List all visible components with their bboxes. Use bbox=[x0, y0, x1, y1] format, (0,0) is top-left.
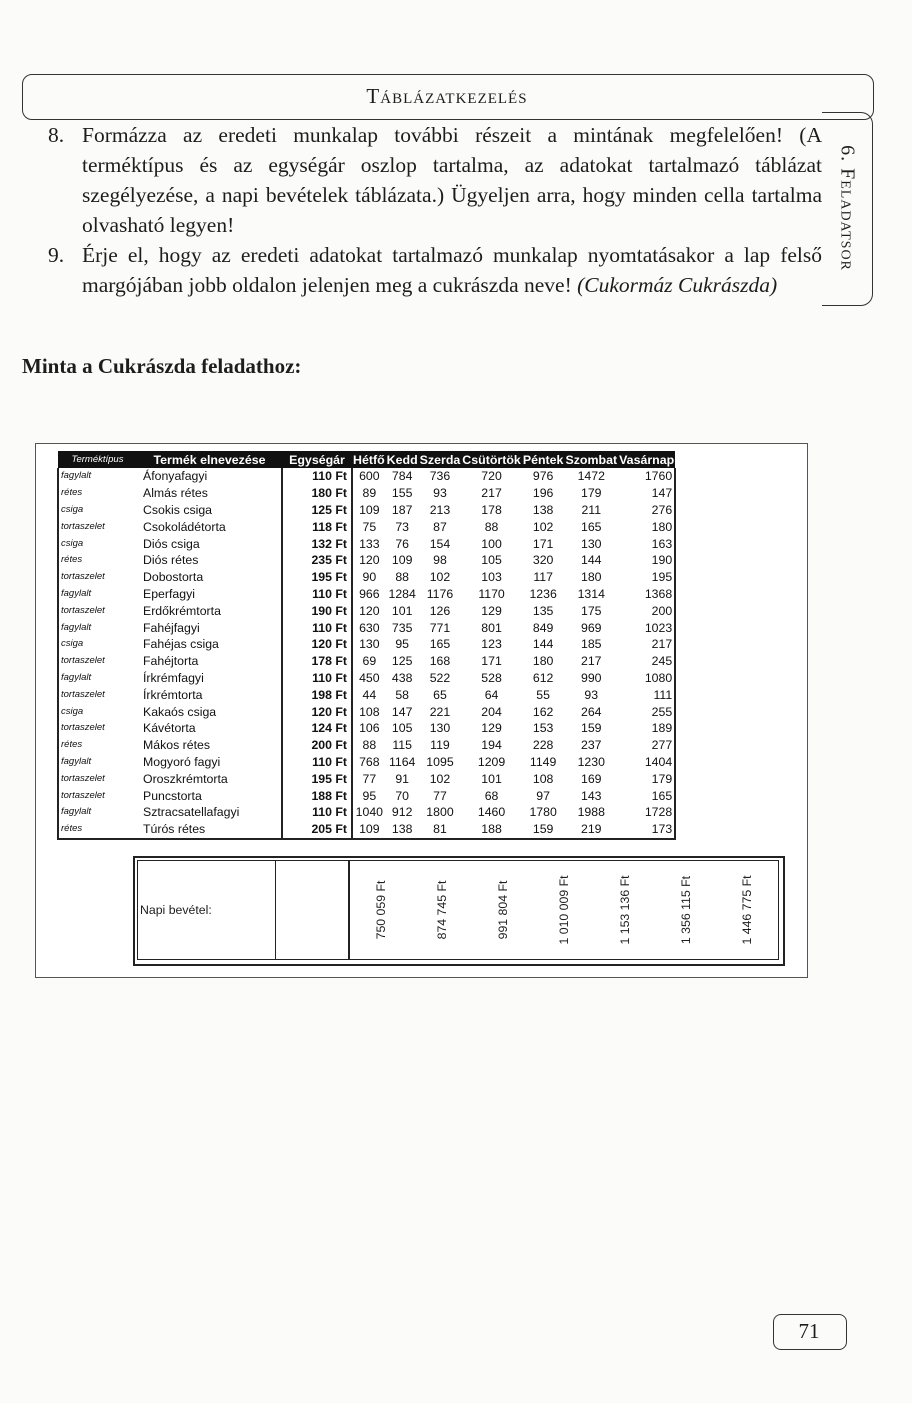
sales-cell: 990 bbox=[581, 670, 602, 685]
sales-cell: 175 bbox=[581, 603, 602, 618]
sales-cell: 178 bbox=[481, 502, 502, 517]
sales-cell: 245 bbox=[618, 653, 675, 670]
sales-cell: 179 bbox=[618, 770, 675, 787]
sales-cell: 108 bbox=[359, 704, 380, 719]
table-row bbox=[58, 636, 675, 653]
product-name-cell: Mogyoró fagyi bbox=[143, 754, 221, 769]
product-type-cell: csiga bbox=[58, 636, 137, 653]
chapter-title: Táblázatkezelés bbox=[366, 84, 528, 108]
table-row bbox=[58, 787, 675, 804]
sales-cell: 165 bbox=[618, 787, 675, 804]
sales-cell: 1230 bbox=[577, 754, 605, 769]
sales-cell: 217 bbox=[618, 636, 675, 653]
sales-cell: 75 bbox=[362, 519, 377, 534]
unit-price-cell: 190 Ft bbox=[282, 602, 352, 619]
sales-cell: 102 bbox=[532, 519, 554, 534]
sales-cell: 736 bbox=[429, 469, 451, 484]
sales-cell: 95 bbox=[362, 788, 377, 803]
unit-price-cell: 120 Ft bbox=[282, 636, 352, 653]
sales-cell: 1080 bbox=[618, 670, 675, 687]
sales-cell: 88 bbox=[362, 738, 377, 753]
daily-revenue-value: 1 153 136 Ft bbox=[617, 875, 632, 945]
daily-revenue-value: 750 059 Ft bbox=[373, 880, 388, 940]
product-type-cell: csiga bbox=[58, 535, 137, 552]
sales-cell: 102 bbox=[429, 771, 451, 786]
product-type-cell: tortaszelet bbox=[58, 602, 137, 619]
daily-revenue-empty-cell bbox=[276, 861, 350, 959]
sales-cell: 55 bbox=[536, 687, 550, 702]
unit-price-cell: 124 Ft bbox=[282, 720, 352, 737]
sales-cell: 147 bbox=[618, 485, 675, 502]
sales-cell: 101 bbox=[391, 603, 413, 618]
sales-cell: 969 bbox=[581, 620, 602, 635]
daily-revenue-inner bbox=[137, 860, 779, 960]
sales-cell: 1023 bbox=[618, 619, 675, 636]
sales-cell: 180 bbox=[581, 570, 602, 585]
sales-cell: 264 bbox=[581, 704, 602, 719]
sales-cell: 1472 bbox=[577, 469, 605, 484]
unit-price-cell: 178 Ft bbox=[282, 653, 352, 670]
sales-cell: 784 bbox=[391, 469, 413, 484]
product-type-cell: fagylalt bbox=[58, 754, 137, 771]
table-row bbox=[58, 703, 675, 720]
sales-cell: 194 bbox=[481, 738, 502, 753]
sales-cell: 88 bbox=[395, 570, 409, 585]
product-name-cell: Erdőkrémtorta bbox=[143, 603, 221, 618]
sales-cell: 173 bbox=[618, 821, 675, 839]
sales-cell: 138 bbox=[386, 821, 419, 839]
sales-cell: 1149 bbox=[529, 754, 557, 769]
sales-cell: 180 bbox=[618, 518, 675, 535]
sales-cell: 91 bbox=[395, 771, 409, 786]
table-row bbox=[58, 720, 675, 737]
sales-cell: 1760 bbox=[618, 468, 675, 485]
sales-cell: 630 bbox=[359, 620, 380, 635]
product-name-cell: Kakaós csiga bbox=[143, 704, 217, 719]
table-row bbox=[58, 552, 675, 569]
sales-cell: 111 bbox=[618, 686, 675, 703]
daily-revenue-cell bbox=[717, 861, 778, 959]
column-header: Csütörtök bbox=[462, 452, 521, 467]
product-type-cell: tortaszelet bbox=[58, 653, 137, 670]
task-item bbox=[48, 240, 822, 300]
product-name-cell: Csokis csiga bbox=[143, 502, 213, 517]
unit-price-cell: 132 Ft bbox=[282, 535, 352, 552]
product-type-cell: csiga bbox=[58, 502, 137, 519]
product-name-cell: Fahéjas csiga bbox=[143, 637, 219, 652]
data-table bbox=[57, 451, 676, 840]
sales-cell: 155 bbox=[391, 486, 413, 501]
column-header: Péntek bbox=[522, 452, 564, 467]
sales-cell: 129 bbox=[481, 721, 502, 736]
table-row bbox=[58, 804, 675, 821]
product-name-cell: Mákos rétes bbox=[143, 738, 210, 753]
unit-price-cell: 125 Ft bbox=[282, 502, 352, 519]
sales-cell: 64 bbox=[484, 687, 499, 702]
sales-cell: 87 bbox=[433, 519, 447, 534]
sales-cell: 1236 bbox=[529, 586, 557, 601]
sales-cell: 1170 bbox=[478, 586, 505, 601]
sales-cell: 196 bbox=[532, 486, 554, 501]
sales-cell: 154 bbox=[429, 536, 451, 551]
product-type-cell: fagylalt bbox=[58, 670, 137, 687]
unit-price-cell: 205 Ft bbox=[282, 821, 352, 839]
sales-cell: 179 bbox=[581, 486, 602, 501]
sales-cell: 169 bbox=[581, 771, 602, 786]
table-header-row bbox=[58, 451, 675, 468]
sales-cell: 165 bbox=[581, 519, 602, 534]
unit-price-cell: 110 Ft bbox=[282, 619, 352, 636]
sales-cell: 188 bbox=[461, 821, 522, 839]
column-header: Szombat bbox=[565, 452, 618, 467]
daily-revenue-value: 874 745 Ft bbox=[434, 880, 449, 940]
task-italic-note: (Cukormáz Cukrászda) bbox=[577, 273, 778, 297]
table-row bbox=[58, 518, 675, 535]
daily-revenue-cell bbox=[350, 861, 411, 959]
table-row bbox=[58, 670, 675, 687]
sales-cell: 612 bbox=[532, 670, 554, 685]
product-name-cell: Fahéjfagyi bbox=[143, 620, 200, 635]
sales-cell: 165 bbox=[429, 637, 451, 652]
sales-cell: 105 bbox=[391, 721, 413, 736]
sales-cell: 277 bbox=[618, 737, 675, 754]
table-row bbox=[58, 770, 675, 787]
sales-cell: 320 bbox=[532, 553, 554, 568]
sales-cell: 115 bbox=[392, 738, 412, 753]
sales-cell: 217 bbox=[481, 486, 502, 501]
product-type-cell: tortaszelet bbox=[58, 686, 137, 703]
table-row bbox=[58, 619, 675, 636]
sales-cell: 129 bbox=[481, 603, 502, 618]
sales-cell: 522 bbox=[429, 670, 451, 685]
table-row bbox=[58, 737, 675, 754]
sales-cell: 276 bbox=[618, 502, 675, 519]
sales-cell: 768 bbox=[359, 754, 380, 769]
sales-cell: 109 bbox=[359, 502, 380, 517]
daily-revenue-table bbox=[133, 856, 785, 966]
sales-cell: 44 bbox=[362, 687, 377, 702]
sales-cell: 106 bbox=[359, 721, 380, 736]
sales-cell: 144 bbox=[581, 553, 602, 568]
unit-price-cell: 198 Ft bbox=[282, 686, 352, 703]
table-row bbox=[58, 686, 675, 703]
product-name-cell: Dobostorta bbox=[143, 570, 204, 585]
sales-cell: 120 bbox=[359, 603, 380, 618]
sales-cell: 105 bbox=[481, 553, 502, 568]
sales-cell: 108 bbox=[532, 771, 554, 786]
sales-cell: 109 bbox=[391, 553, 413, 568]
sales-cell: 119 bbox=[430, 738, 450, 753]
sales-cell: 95 bbox=[395, 637, 409, 652]
side-tab-label: 6. Feladatsor bbox=[836, 145, 859, 271]
sales-cell: 125 bbox=[391, 654, 413, 669]
sales-cell: 73 bbox=[395, 519, 409, 534]
sales-cell: 1404 bbox=[618, 754, 675, 771]
sales-cell: 200 bbox=[618, 602, 675, 619]
sales-cell: 1800 bbox=[426, 805, 454, 820]
sales-cell: 93 bbox=[584, 687, 599, 702]
unit-price-cell: 180 Ft bbox=[282, 485, 352, 502]
sales-cell: 98 bbox=[433, 553, 447, 568]
sales-cell: 133 bbox=[359, 536, 380, 551]
sales-cell: 180 bbox=[532, 654, 554, 669]
sales-cell: 189 bbox=[618, 720, 675, 737]
sales-cell: 138 bbox=[532, 502, 554, 517]
sales-cell: 1040 bbox=[355, 805, 384, 820]
sales-cell: 217 bbox=[581, 654, 602, 669]
daily-revenue-cell bbox=[594, 861, 655, 959]
sales-cell: 600 bbox=[359, 469, 380, 484]
unit-price-cell: 200 Ft bbox=[282, 737, 352, 754]
sales-cell: 720 bbox=[481, 469, 502, 484]
product-type-cell: fagylalt bbox=[58, 804, 137, 821]
sales-cell: 102 bbox=[429, 570, 451, 585]
product-name-cell: Túrós rétes bbox=[137, 821, 282, 839]
sales-cell: 1314 bbox=[577, 586, 605, 601]
product-type-cell: fagylalt bbox=[58, 468, 137, 485]
column-header: Terméktípus bbox=[58, 451, 137, 468]
product-type-cell: tortaszelet bbox=[58, 518, 137, 535]
sales-cell: 120 bbox=[359, 553, 380, 568]
sales-cell: 1368 bbox=[618, 586, 675, 603]
sales-cell: 65 bbox=[433, 687, 447, 702]
table-row bbox=[58, 653, 675, 670]
sales-cell: 1164 bbox=[388, 754, 416, 769]
section-title: Minta a Cukrászda feladathoz: bbox=[22, 354, 302, 378]
sales-cell: 101 bbox=[481, 771, 502, 786]
task-item bbox=[48, 120, 822, 240]
sales-cell: 771 bbox=[429, 620, 451, 635]
column-header: Hétfő bbox=[353, 452, 385, 467]
sales-cell: 159 bbox=[581, 721, 602, 736]
product-name-cell: Csokoládétorta bbox=[143, 519, 226, 534]
sales-cell: 213 bbox=[429, 502, 451, 517]
sales-cell: 1095 bbox=[426, 754, 454, 769]
sales-cell: 966 bbox=[359, 586, 380, 601]
sales-cell: 185 bbox=[581, 637, 602, 652]
unit-price-cell: 110 Ft bbox=[282, 670, 352, 687]
sales-cell: 438 bbox=[391, 670, 413, 685]
sales-cell: 76 bbox=[395, 536, 409, 551]
sales-cell: 912 bbox=[391, 805, 413, 820]
spreadsheet-sample bbox=[35, 443, 808, 978]
sales-cell: 450 bbox=[359, 670, 380, 685]
sales-cell: 187 bbox=[391, 502, 413, 517]
sales-cell: 123 bbox=[481, 637, 502, 652]
daily-revenue-value: 1 356 115 Ft bbox=[679, 875, 694, 945]
sales-cell: 801 bbox=[481, 620, 502, 635]
daily-revenue-value: 991 804 Ft bbox=[495, 880, 510, 940]
daily-revenue-cell bbox=[411, 861, 472, 959]
sales-cell: 69 bbox=[362, 654, 377, 669]
sales-cell: 171 bbox=[532, 536, 554, 551]
daily-revenue-label: Napi bevétel: bbox=[138, 861, 276, 959]
daily-revenue-value: 1 010 009 Ft bbox=[556, 875, 571, 945]
table-row bbox=[58, 586, 675, 603]
sales-cell: 77 bbox=[362, 771, 377, 786]
sales-cell: 70 bbox=[395, 788, 409, 803]
sales-cell: 1176 bbox=[426, 586, 454, 601]
sales-cell: 528 bbox=[481, 670, 502, 685]
sales-cell: 976 bbox=[532, 469, 554, 484]
table-row bbox=[58, 754, 675, 771]
product-type-cell: rétes bbox=[58, 821, 137, 839]
unit-price-cell: 110 Ft bbox=[282, 468, 352, 485]
task-list bbox=[48, 120, 822, 300]
product-name-cell: Almás rétes bbox=[143, 486, 208, 501]
product-type-cell: fagylalt bbox=[58, 586, 137, 603]
unit-price-cell: 110 Ft bbox=[282, 754, 352, 771]
daily-revenue-value: 1 446 775 Ft bbox=[740, 875, 755, 945]
product-name-cell: Írkrémtorta bbox=[143, 687, 203, 702]
unit-price-cell: 110 Ft bbox=[282, 804, 352, 821]
sales-cell: 130 bbox=[359, 637, 380, 652]
sales-cell: 211 bbox=[581, 502, 602, 517]
product-name-cell: Diós rétes bbox=[143, 553, 199, 568]
sales-cell: 100 bbox=[481, 536, 502, 551]
sales-cell: 190 bbox=[618, 552, 675, 569]
task-text: Érje el, hogy az eredeti adatokat tartalmazó munkalap nyomtatásakor a lap felső margójában jobb oldalon jelenjen meg a cukrászda neve! bbox=[82, 243, 822, 297]
sales-cell: 97 bbox=[536, 788, 550, 803]
sales-cell: 735 bbox=[391, 620, 413, 635]
sales-cell: 153 bbox=[532, 721, 554, 736]
sales-cell: 195 bbox=[618, 569, 675, 586]
sales-cell: 109 bbox=[352, 821, 386, 839]
table-row bbox=[58, 535, 675, 552]
sales-cell: 162 bbox=[532, 704, 554, 719]
daily-revenue-cell bbox=[656, 861, 717, 959]
daily-revenue-cell bbox=[472, 861, 533, 959]
sales-cell: 103 bbox=[481, 570, 502, 585]
sales-cell: 117 bbox=[533, 570, 553, 585]
page-number: 71 bbox=[798, 1319, 820, 1343]
product-type-cell: tortaszelet bbox=[58, 569, 137, 586]
daily-revenue-cell bbox=[533, 861, 594, 959]
product-name-cell: Oroszkrémtorta bbox=[143, 771, 228, 786]
sales-cell: 144 bbox=[532, 637, 554, 652]
task-number: 9. bbox=[48, 243, 65, 267]
column-header: Egységár bbox=[282, 451, 352, 468]
sales-cell: 219 bbox=[564, 821, 618, 839]
product-type-cell: rétes bbox=[58, 552, 137, 569]
sales-cell: 89 bbox=[362, 486, 377, 501]
sales-cell: 90 bbox=[362, 570, 377, 585]
sales-cell: 204 bbox=[481, 704, 502, 719]
product-name-cell: Áfonyafagyi bbox=[143, 469, 208, 484]
product-name-cell: Írkrémfagyi bbox=[143, 670, 204, 685]
product-type-cell: tortaszelet bbox=[58, 787, 137, 804]
sales-cell: 130 bbox=[581, 536, 602, 551]
sales-cell: 1209 bbox=[477, 754, 506, 769]
unit-price-cell: 195 Ft bbox=[282, 569, 352, 586]
product-name-cell: Puncstorta bbox=[143, 788, 202, 803]
table-row bbox=[58, 468, 675, 485]
product-name-cell: Sztracsatellafagyi bbox=[143, 805, 240, 820]
sales-cell: 1728 bbox=[618, 804, 675, 821]
unit-price-cell: 195 Ft bbox=[282, 770, 352, 787]
table-row bbox=[58, 569, 675, 586]
sales-cell: 1988 bbox=[577, 805, 605, 820]
product-name-cell: Kávétorta bbox=[143, 721, 196, 736]
sales-cell: 168 bbox=[429, 654, 451, 669]
product-type-cell: tortaszelet bbox=[58, 720, 137, 737]
sales-cell: 237 bbox=[581, 738, 602, 753]
sales-cell: 93 bbox=[433, 486, 447, 501]
product-type-cell: fagylalt bbox=[58, 619, 137, 636]
sales-cell: 1780 bbox=[529, 805, 557, 820]
product-type-cell: rétes bbox=[58, 485, 137, 502]
table-row bbox=[58, 485, 675, 502]
task-number: 8. bbox=[48, 123, 65, 147]
sales-cell: 77 bbox=[433, 788, 447, 803]
unit-price-cell: 110 Ft bbox=[282, 586, 352, 603]
product-name-cell: Fahéjtorta bbox=[143, 654, 199, 669]
column-header: Szerda bbox=[419, 452, 461, 467]
product-name-cell: Diós csiga bbox=[143, 536, 200, 551]
sales-cell: 58 bbox=[395, 687, 409, 702]
sales-cell: 163 bbox=[618, 535, 675, 552]
table-row bbox=[58, 821, 675, 839]
task-text: Formázza az eredeti munkalap további részeit a mintának megfelelően! (A terméktípus és az egységár oszlop tartalma, az adatokat tartalmazó táblázat szegélyezése, a napi bevételek táblázata.) Ügyeljen arra, hogy minden cella tartalma olvasható legyen! bbox=[82, 123, 822, 237]
table-row bbox=[58, 502, 675, 519]
column-header: Kedd bbox=[386, 452, 418, 467]
sales-cell: 68 bbox=[484, 788, 499, 803]
table-body bbox=[58, 468, 675, 839]
sales-cell: 130 bbox=[429, 721, 451, 736]
table-row bbox=[58, 602, 675, 619]
unit-price-cell: 188 Ft bbox=[282, 787, 352, 804]
unit-price-cell: 120 Ft bbox=[282, 703, 352, 720]
product-type-cell: csiga bbox=[58, 703, 137, 720]
column-header: Termék elnevezése bbox=[137, 451, 282, 468]
sales-cell: 81 bbox=[419, 821, 462, 839]
sales-cell: 135 bbox=[532, 603, 554, 618]
sales-cell: 159 bbox=[522, 821, 565, 839]
product-type-cell: rétes bbox=[58, 737, 137, 754]
sales-cell: 143 bbox=[581, 788, 602, 803]
sales-cell: 221 bbox=[429, 704, 451, 719]
column-header: Vasárnap bbox=[619, 452, 675, 467]
sales-cell: 849 bbox=[532, 620, 554, 635]
product-type-cell: tortaszelet bbox=[58, 770, 137, 787]
unit-price-cell: 235 Ft bbox=[282, 552, 352, 569]
unit-price-cell: 118 Ft bbox=[282, 518, 352, 535]
sales-cell: 88 bbox=[484, 519, 499, 534]
sales-cell: 228 bbox=[532, 738, 554, 753]
product-name-cell: Eperfagyi bbox=[143, 586, 195, 601]
sales-cell: 1284 bbox=[388, 586, 416, 601]
sales-cell: 1460 bbox=[477, 805, 506, 820]
sales-cell: 255 bbox=[618, 703, 675, 720]
sales-cell: 126 bbox=[429, 603, 451, 618]
sales-cell: 171 bbox=[481, 654, 502, 669]
sales-cell: 147 bbox=[391, 704, 413, 719]
